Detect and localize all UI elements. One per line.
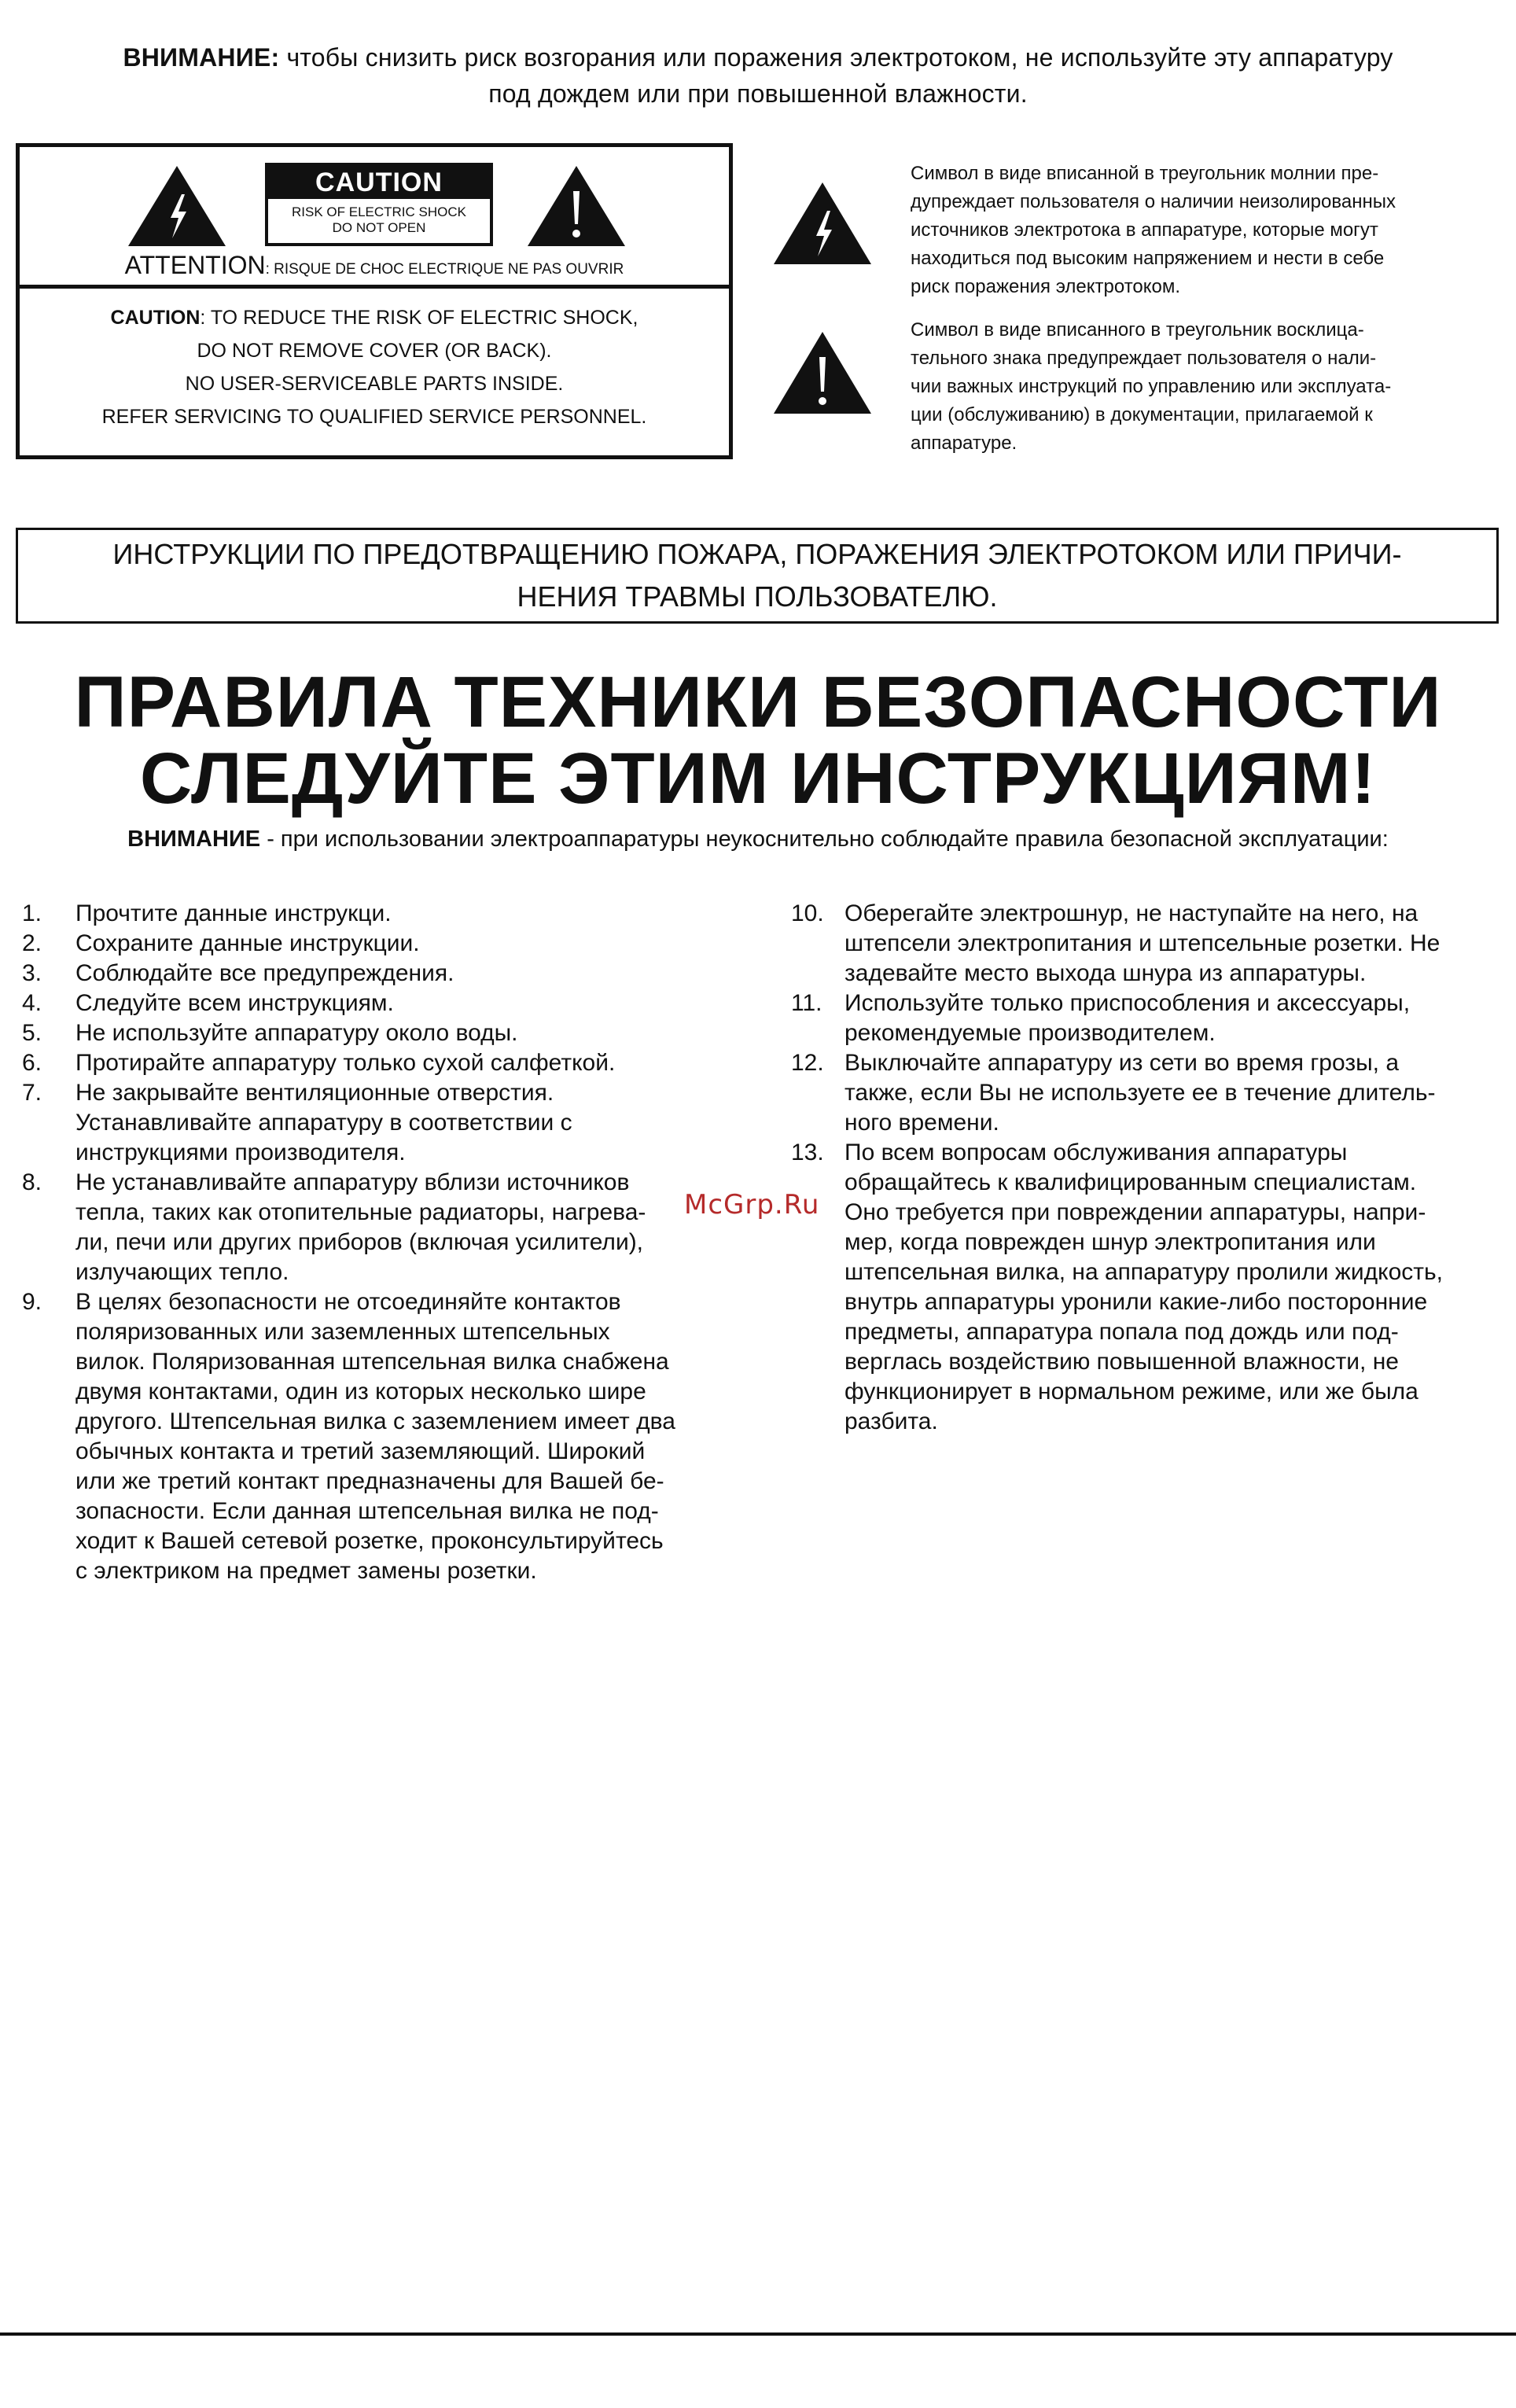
plate-subtitle-line: DO NOT OPEN: [332, 220, 426, 235]
list-item-text: или же третий контакт предназначены для Вашей бе-: [75, 1468, 664, 1494]
list-item-number: 13.: [791, 1140, 824, 1165]
list-item-text: обращайтесь к квалифицированным специалистам.: [844, 1169, 1417, 1195]
list-item-number: 9.: [22, 1289, 42, 1315]
list-item-text: ли, печи или других приборов (включая усилители),: [75, 1229, 644, 1255]
list-item: [22, 959, 745, 989]
exclamation-symbol-icon: [772, 330, 873, 415]
page-title-line1: ПРАВИЛА ТЕХНИКИ БЕЗОПАСНОСТИ: [74, 662, 1442, 742]
list-item-text: Сохраните данные инструкции.: [75, 930, 420, 956]
attention-french-text: : RISQUE DE CHOC ELECTRIQUE NE PAS OUVRIR: [265, 261, 624, 278]
caution-plate: [265, 163, 493, 246]
list-item-text: задевайте место выхода шнура из аппаратуры.: [844, 960, 1367, 986]
banner-line: НЕНИЯ ТРАВМЫ ПОЛЬЗОВАТЕЛЮ.: [517, 580, 998, 613]
list-item-number: 8.: [22, 1169, 42, 1195]
list-item-text: Не закрывайте вентиляционные отверстия.: [75, 1080, 554, 1106]
list-item-text: В целях безопасности не отсоединяйте контактов: [75, 1289, 621, 1315]
list-item-text: верглась воздействию повышенной влажности, не: [844, 1349, 1399, 1375]
caution-line: REFER SERVICING TO QUALIFIED SERVICE PERSONNEL.: [101, 406, 647, 428]
list-item: [791, 899, 1499, 989]
rules-warning-text: - при использовании электроаппаратуры неукоснительно соблюдайте правила безопасной эксплуатации:: [260, 827, 1389, 852]
caution-text: : TO REDUCE THE RISK OF ELECTRIC SHOCK,: [200, 307, 638, 329]
list-item-text: другого. Штепсельная вилка с заземлением имеет два: [75, 1408, 675, 1434]
list-item-text: внутрь аппаратуры уронили какие-либо посторонние: [844, 1289, 1428, 1315]
list-item: [22, 1287, 745, 1586]
description-line: ции (обслуживанию) в документации, прилагаемой к: [911, 404, 1373, 425]
list-item-text: функционирует в нормальном режиме, или же была: [844, 1379, 1418, 1405]
list-item-number: 2.: [22, 930, 42, 956]
list-item-text: Выключайте аппаратуру из сети во время грозы, а: [844, 1050, 1400, 1076]
list-item-text: разбита.: [844, 1408, 938, 1434]
plate-subtitle-line: RISK OF ELECTRIC SHOCK: [292, 204, 466, 219]
list-item-number: 7.: [22, 1080, 42, 1106]
caution-plate-subtitle: [268, 199, 490, 236]
list-item-text: вилок. Поляризованная штепсельная вилка снабжена: [75, 1349, 669, 1375]
description-line: аппаратуре.: [911, 433, 1017, 454]
list-item-text: тепла, таких как отопительные радиаторы, нагрева-: [75, 1199, 646, 1225]
list-item: [22, 899, 745, 929]
list-item-text: рекомендуемые производителем.: [844, 1020, 1216, 1046]
caution-label-upper: [20, 147, 729, 289]
description-line: Символ в виде вписанной в треугольник молнии пре-: [911, 163, 1379, 184]
top-warning: [0, 39, 1516, 112]
list-item-text: Оберегайте электрошнур, не наступайте на него, на: [844, 900, 1418, 926]
list-item-text: двумя контактами, один из которых несколько шире: [75, 1379, 646, 1405]
watermark: McGrp.Ru: [684, 1189, 820, 1221]
list-item: [22, 1018, 745, 1048]
instructions-banner: [16, 528, 1499, 624]
list-item-text: Соблюдайте все предупреждения.: [75, 960, 454, 986]
description-line: дупреждает пользователя о наличии неизолированных: [911, 191, 1396, 212]
list-item-text: излучающих тепло.: [75, 1259, 289, 1285]
instruction-list-left: [22, 899, 745, 1586]
rules-warning: [0, 823, 1516, 855]
list-item-number: 10.: [791, 900, 824, 926]
list-item: [22, 989, 745, 1018]
exclamation-symbol-description: [911, 316, 1508, 458]
list-item: [22, 1168, 745, 1287]
list-item-text: с электриком на предмет замены розетки.: [75, 1558, 537, 1584]
attention-word: ATTENTION: [124, 251, 266, 279]
list-item-number: 6.: [22, 1050, 42, 1076]
caution-word: CAUTION: [110, 307, 201, 329]
list-item: [22, 929, 745, 959]
list-item-number: 4.: [22, 990, 42, 1016]
rules-warning-label: ВНИМАНИЕ: [127, 827, 261, 852]
description-line: источников электротока в аппаратуре, которые могут: [911, 219, 1378, 241]
list-item-number: 1.: [22, 900, 42, 926]
top-warning-line2: под дождем или при повышенной влажности.: [488, 79, 1028, 108]
list-item-text: Протирайте аппаратуру только сухой салфеткой.: [75, 1050, 616, 1076]
list-item-text: ного времени.: [844, 1110, 999, 1136]
description-line: риск поражения электротоком.: [911, 276, 1181, 297]
list-item-text: мер, когда поврежден шнур электропитания или: [844, 1229, 1376, 1255]
list-item-text: инструкциями производителя.: [75, 1140, 406, 1165]
list-item-text: штепсельная вилка, на аппаратуру пролили жидкость,: [844, 1259, 1443, 1285]
caution-line: DO NOT REMOVE COVER (OR BACK).: [197, 340, 552, 362]
attention-line: [20, 249, 729, 285]
caution-label-lower: [20, 301, 729, 433]
warning-text: чтобы снизить риск возгорания или поражения электротоком, не используйте эту аппаратуру: [286, 43, 1393, 72]
list-item-text: Не используйте аппаратуру около воды.: [75, 1020, 518, 1046]
list-item: [22, 1078, 745, 1168]
list-item: [791, 1048, 1499, 1138]
list-item-number: 11.: [791, 990, 822, 1016]
bottom-divider: [0, 2333, 1516, 2336]
list-item: [791, 989, 1499, 1048]
list-item-text: Прочтите данные инструкци.: [75, 900, 392, 926]
lightning-symbol-icon: [772, 181, 873, 266]
list-item-text: поляризованных или заземленных штепсельных: [75, 1319, 610, 1345]
description-line: Символ в виде вписанного в треугольник восклица-: [911, 319, 1364, 341]
list-item-text: Оно требуется при повреждении аппаратуры, напри-: [844, 1199, 1426, 1225]
description-line: находиться под высоким напряжением и нести в себе: [911, 248, 1385, 269]
caution-plate-title: CAUTION: [268, 166, 490, 199]
list-item-text: предметы, аппаратура попала под дождь или под-: [844, 1319, 1399, 1345]
list-item-text: Устанавливайте аппаратуру в соответствии с: [75, 1110, 572, 1136]
lightning-symbol-description: [911, 160, 1508, 301]
list-item: [791, 1138, 1499, 1437]
description-line: чии важных инструкций по управлению или эксплуата-: [911, 376, 1392, 397]
caution-label-box: [16, 143, 733, 459]
caution-line: [20, 301, 729, 334]
caution-line: NO USER-SERVICEABLE PARTS INSIDE.: [185, 373, 564, 395]
top-warning-line1: [0, 39, 1516, 75]
instruction-list-right: [791, 899, 1499, 1437]
list-item-number: 5.: [22, 1020, 42, 1046]
list-item-number: 3.: [22, 960, 42, 986]
page-title-line2: СЛЕДУЙТЕ ЭТИМ ИНСТРУКЦИЯМ!: [139, 738, 1377, 819]
list-item-text: штепсели электропитания и штепсельные розетки. Не: [844, 930, 1441, 956]
list-item: [22, 1048, 745, 1078]
list-item-text: ходит к Вашей сетевой розетке, проконсультируйтесь: [75, 1528, 664, 1554]
list-item-text: зопасности. Если данная штепсельная вилка не под-: [75, 1498, 659, 1524]
list-item-text: также, если Вы не используете ее в течение длитель-: [844, 1080, 1436, 1106]
lightning-triangle-icon: [127, 164, 227, 248]
list-item-text: обычных контакта и третий заземляющий. Широкий: [75, 1438, 646, 1464]
description-line: тельного знака предупреждает пользователя о нали-: [911, 348, 1377, 369]
list-item-text: По всем вопросам обслуживания аппаратуры: [844, 1140, 1348, 1165]
list-item-text: Не устанавливайте аппаратуру вблизи источников: [75, 1169, 630, 1195]
list-item-number: 12.: [791, 1050, 824, 1076]
list-item-text: Следуйте всем инструкциям.: [75, 990, 394, 1016]
banner-line: ИНСТРУКЦИИ ПО ПРЕДОТВРАЩЕНИЮ ПОЖАРА, ПОРАЖЕНИЯ ЭЛЕКТРОТОКОМ ИЛИ ПРИЧИ-: [112, 538, 1402, 570]
list-item-text: Используйте только приспособления и аксессуары,: [844, 990, 1411, 1016]
warning-label: ВНИМАНИЕ:: [123, 43, 280, 72]
exclamation-triangle-icon: [526, 164, 627, 248]
